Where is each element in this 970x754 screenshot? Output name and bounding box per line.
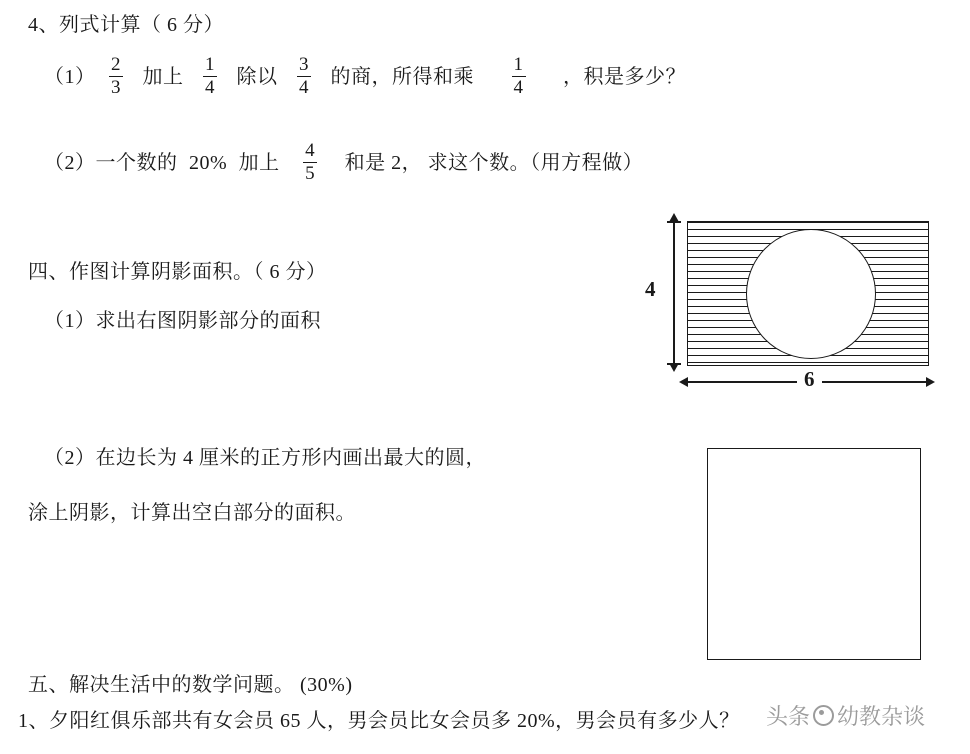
figure-empty-square — [707, 448, 921, 660]
inscribed-circle — [746, 229, 876, 359]
section-5-question-2-line-1: （2）在边长为 4 厘米的正方形内画出最大的圆， — [44, 447, 486, 469]
watermark-text-after: 幼教杂谈 — [837, 704, 926, 729]
watermark — [766, 700, 925, 731]
fraction-four-fifths: $\frac{4}{5}$ — [305, 140, 316, 184]
section-4-heading: 4、列式计算（ 6 分） — [28, 14, 224, 36]
fraction-one-quarter-a: $\frac{1}{4}$ — [205, 54, 215, 98]
height-dimension-label: 4 — [645, 277, 656, 301]
q1-text-1: 加上 — [142, 66, 184, 89]
q2-percent-value: 20% — [189, 152, 228, 175]
q1-text-3: 的商，所得和乘 — [330, 66, 474, 89]
section-4-question-1 — [44, 56, 686, 99]
section-6-question-1: 1、夕阳红俱乐部共有女会员 65 人，男会员比女会员多 20%，男会员有多少人？ — [18, 710, 740, 732]
watermark-logo-icon — [813, 705, 834, 726]
fraction-one-quarter-b: $\frac{1}{4}$ — [513, 54, 524, 98]
figure-hatched-rectangle-with-circle — [645, 215, 945, 391]
width-dimension-label: 6 — [797, 367, 822, 392]
q2-prefix: （2）一个数的 — [44, 152, 178, 175]
section-6-heading: 五、解决生活中的数学问题。 (30%) — [28, 674, 353, 696]
q2-text-1: 加上 — [238, 152, 280, 175]
q2-text-2: 和是 2， 求这个数。（用方程做） — [344, 152, 644, 175]
watermark-text-before: 头条 — [766, 704, 811, 729]
q1-text-2: 除以 — [236, 66, 278, 89]
section-4-question-2 — [44, 142, 643, 185]
section-5-question-1: （1）求出右图阴影部分的面积 — [44, 310, 321, 332]
section-5-heading: 四、作图计算阴影面积。（ 6 分） — [28, 261, 327, 283]
hatched-rectangle — [687, 221, 929, 366]
fraction-three-quarters: $\frac{3}{4}$ — [299, 54, 309, 98]
section-5-question-2-line-2: 涂上阴影，计算出空白部分的面积。 — [28, 502, 356, 524]
height-dimension-arrow — [673, 221, 675, 364]
fraction-two-thirds: $\frac{2}{3}$ — [111, 54, 121, 98]
q1-prefix: （1） — [44, 66, 96, 89]
q1-text-4: ，积是多少？ — [563, 66, 686, 89]
